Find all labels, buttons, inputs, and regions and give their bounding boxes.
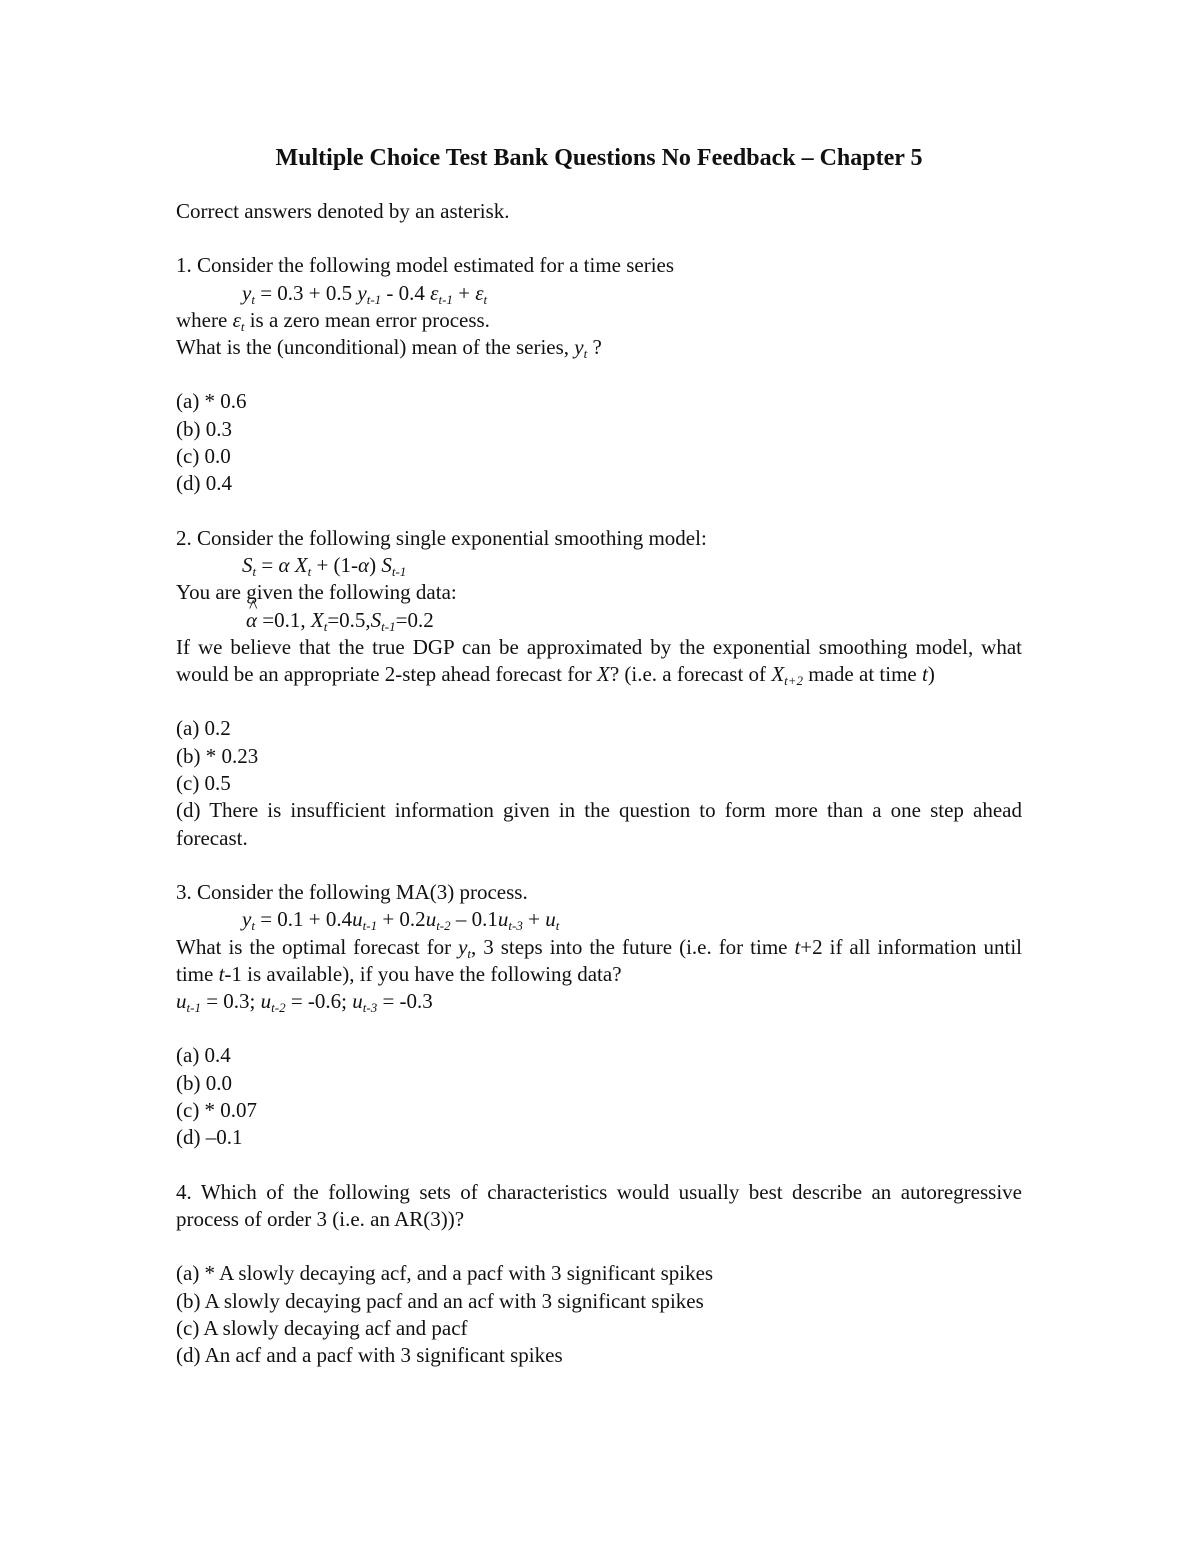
question-4-option-a: (a) * A slowly decaying acf, and a pacf with 3 significant spikes [176, 1261, 714, 1286]
question-4 [176, 1179, 1022, 1370]
question-3-equation: $y_t = 0.1 + 0.4u_{t-1} + 0.2u_{t-2} - 0.1u_{t-3} + u_t$ [242, 907, 560, 934]
question-4-option-b: (b) A slowly decaying pacf and an acf with 3 significant spikes [176, 1288, 704, 1313]
question-3-prompt: 3. Consider the following MA(3) process. [176, 879, 528, 904]
question-2-equation: $S_t = \alpha$ $X_t + (1-\alpha)$ $S_{t-1}$ [242, 552, 407, 579]
question-2-option-a: (a) 0.2 [176, 716, 231, 741]
intro-text: Correct answers denoted by an asterisk. [176, 199, 510, 223]
question-1-question: What is the (unconditional) mean of the series, $y_t$ ? [176, 335, 602, 362]
question-2-option-c: (c) 0.5 [176, 771, 231, 796]
question-1-where: where $\varepsilon_t$ is a zero mean error process. [176, 307, 490, 334]
question-2-data: ^ α =0.1, $X_t=0.5,S_{t-1}=0.2$ [176, 607, 1022, 634]
question-3-data: $u_{t-1} = 0.3$; $u_{t-2} = -0.6$; $u_{t-3} = -0.3$ [176, 989, 433, 1016]
question-1-option-b: (b) 0.3 [176, 416, 232, 441]
question-2-option-b: (b) * 0.23 [176, 743, 259, 768]
question-3 [176, 879, 1022, 1152]
question-2-body: If we believe that the true DGP can be approximated by the exponential smoothing model, what would be an appropriate 2-step ahead forecast for X? (i.e. a forecast of $X_{t+2}$ made at time t) [176, 634, 1022, 689]
question-3-body: What is the optimal forecast for $y_t$, 3 steps into the future (i.e. for time t+2 if all information until time t-1 is available), if you have the following data? [176, 934, 1022, 986]
question-4-option-c: (c) A slowly decaying acf and pacf [176, 1315, 468, 1340]
question-2-data-intro: You are given the following data: [176, 580, 457, 605]
question-2-option-d: (d) There is insufficient information given in the question to form more than a one step ahead forecast. [176, 798, 1022, 850]
question-4-prompt: 4. Which of the following sets of characteristics would usually best describe an autoregressive process of order 3 (i.e. an AR(3))? [176, 1179, 1022, 1231]
question-1-option-d: (d) 0.4 [176, 471, 232, 496]
question-1-option-a: (a) * 0.6 [176, 389, 247, 414]
question-2-prompt: 2. Consider the following single exponential smoothing model: [176, 525, 707, 550]
question-1-prompt: 1. Consider the following model estimated for a time series [176, 253, 675, 278]
document-title: Multiple Choice Test Bank Questions No Feedback – Chapter 5 [275, 145, 923, 171]
question-4-option-d: (d) An acf and a pacf with 3 significant spikes [176, 1343, 563, 1368]
question-1-equation: $y_t = 0.3 + 0.5$ $y_{t-1} - 0.4$ $\varepsilon_{t-1} + \varepsilon_t$ [242, 280, 488, 307]
question-1 [176, 252, 1022, 497]
question-3-option-d: (d) –0.1 [176, 1125, 243, 1150]
question-3-option-a: (a) 0.4 [176, 1043, 231, 1068]
question-3-option-b: (b) 0.0 [176, 1070, 232, 1095]
question-3-option-c: (c) * 0.07 [176, 1098, 258, 1123]
question-2 [176, 525, 1022, 852]
document-content [176, 142, 1022, 1369]
question-1-option-c: (c) 0.0 [176, 444, 231, 469]
alpha-hat-symbol: ^ α [246, 607, 257, 634]
